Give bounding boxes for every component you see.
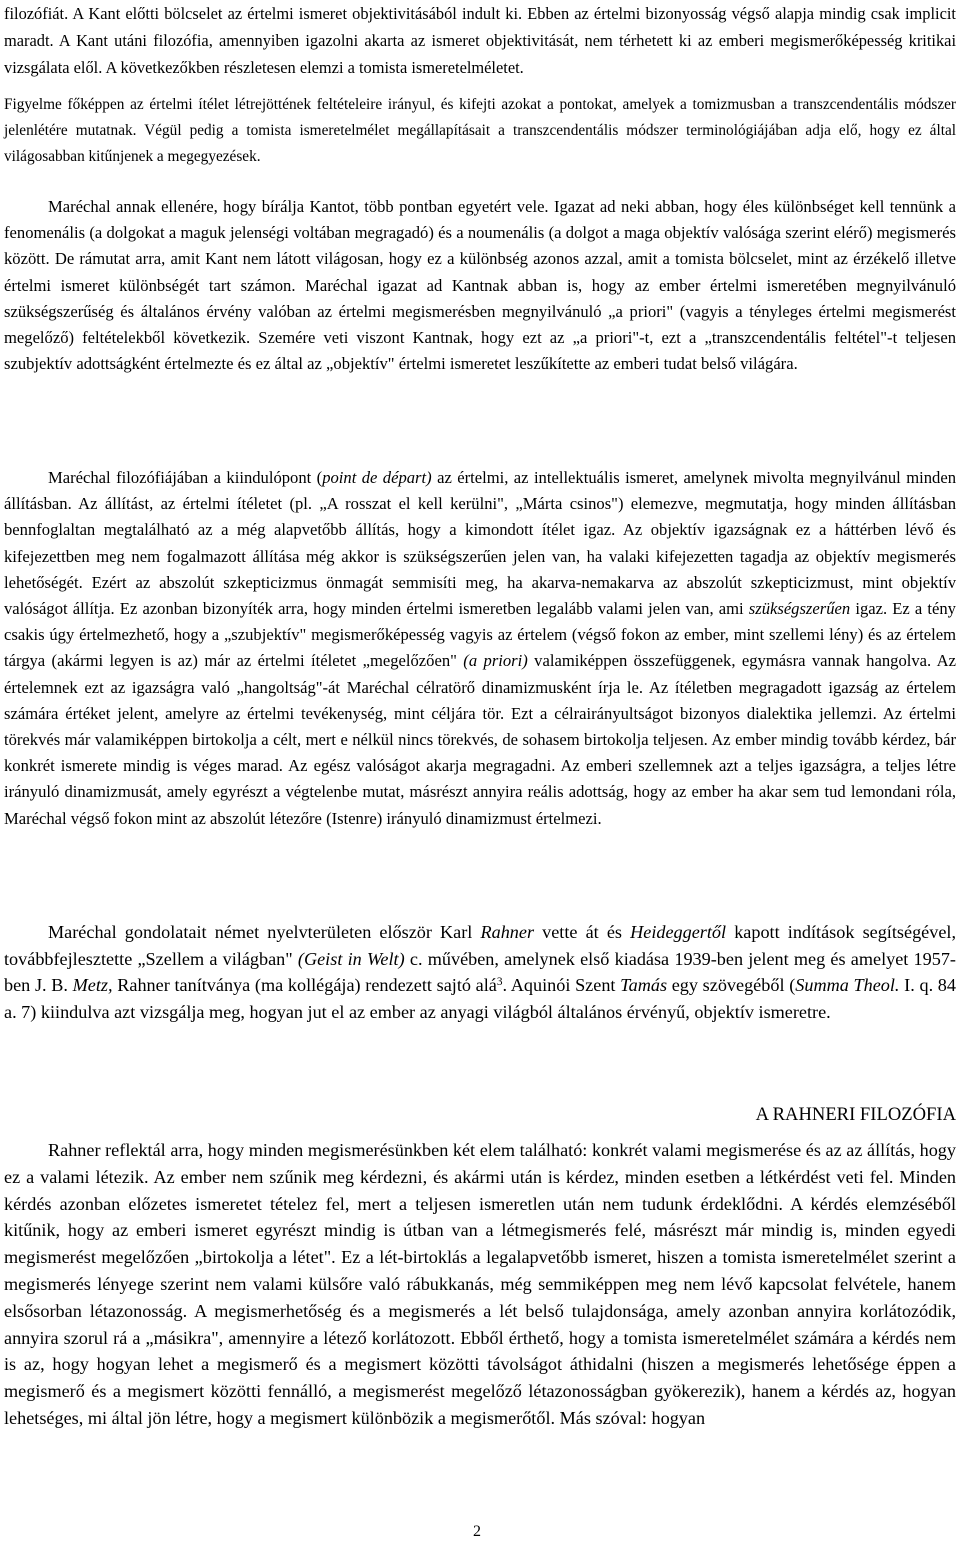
paragraph-kant-intro: filozófiát. A Kant előtti bölcselet az értelmi ismeret objektivitásából indult ki. Ebben az értelmi bizonyosság végső alapja mindig csak implicit maradt. A Kant utáni filozófia, amennyiben igazolni akarta az ismeret objektivitását, nem térhetett ki az emberi megismerőképesség kritikai vizsgálata elől. A következőkben részletesen elemzi a tomista ismeretelméletet. bbox=[4, 4, 956, 78]
paragraph-judgment-conditions: Figyelme főképpen az értelmi ítélet létrejöttének feltételeire irányul, és kifejti azokat a pontokat, amelyek a tomizmusban a transzcendentális módszer jelenlétére mutatnak. Végül pedig a tomista ismeretelmélet megállapításait a transzcendentális módszer terminológiájában adja elő, hogy ez által világosabban kitűnjenek a megegyezések. bbox=[4, 96, 956, 166]
paragraph-marechal-kant: Maréchal annak ellenére, hogy bírálja Kantot, több pontban egyetért vele. Igazat ad neki abban, hogy éles különbséget kell tennünk a fenomenális (a dolgokat a maguk jelenségi voltában megragadó) és a noumenális (a dolgot a maga objektív valósága szerint elérő) megismerés között. De rámutat arra, amit Kant nem látott világosan, hogy ez a különbség azonos azzal, amit a tomista bölcselet, mint az érzékelő illetve értelmi ismeret különbségét tart számon. Maréchal igazat ad Kantnak abban is, hogy az ember értelmi ismeretében megnyilvánuló szükségszerűség és általános érvény valóban az értelmi megismerésben megnyilvánuló „a priori" (vagyis a tényleges értelmi megismerést megelőző) feltételekből következik. Szemére veti viszont Kantnak, hogy ezt az „a priori"-t, ezt a „transzcendentális feltétel"-t teljesen szubjektív adottságként értelmezte és ez által az „objektív" értelmi ismeretet leszűkítette az emberi tudat belső világára. bbox=[4, 197, 956, 374]
section-heading: A RAHNERI FILOZÓFIA bbox=[755, 1104, 956, 1125]
paragraph-rahner-reflection: Rahner reflektál arra, hogy minden megismerésünkben két elem található: konkrét valami megismerése és az az állítás, hogy ez a valami létezik. Az ember nem szűnik meg kérdezni, és akármi után is kérdez, minden esetben a létkérdést veti fel. Minden kérdés azonban előzetes ismeretet tételez fel, mert a teljesen ismeretlen után nem tudunk érdeklődni. A kérdés elemzéséből kitűnik, hogy az emberi ismeret egyrészt mindig is útban van a létmegismerés felé, másrészt már mindig is, minden egyedi megismerést megelőzően „birtokolja a létet". Ez a lét-birtoklás a legalapvetőbb ismeret, hiszen a tomista ismeretelmélet szerint a megismerés lényege szerint nem valami külsőre való rábukkanás, még semmiképpen meg nem lévő kapcsolat felvétele, hanem elsősorban létazonosság. A megismerhetőség és a megismerés a lét belső tulajdonsága, amely azonban annyira korlátozódik, annyira szorul rá a „másikra", amennyire a létező korlátozott. Ebből érthető, hogy a tomista ismeretelmélet számára a kérdés nem is az, hogy hogyan lehet a megismerő és a megismert közötti távolságot áthidalni (hiszen a megismerés lehetősége éppen a megismerő és a megismert közötti fennálló, a megismerést megelőző létazonosságban gyökerezik), hanem a kérdés az, hogyan lehetséges, mi által jön létre, hogy a megismert különbözik a megismerőtől. Más szóval: hogyan bbox=[4, 1140, 956, 1428]
page-number: 2 bbox=[473, 1523, 481, 1540]
paragraph-rahner-reception: Maréchal gondolatait német nyelvterületen először Karl Rahner vette át és Heideggertől kapott indítások segítségével, továbbfejlesztette „Szellem a világban" (Geist in Welt) c. művében, amelynek első kiadása 1939-ben jelent meg és amelyet 1957-ben J. B. Metz, Rahner tanítványa (ma kollégája) rendezett sajtó alá$^3$. Aquinói Szent Tamás egy szövegéből (Summa Theol. I. q. 84 a. 7) kiindulva azt vizsgálja meg, hogyan jut el az ember az anyagi világból általános érvényű, objektív ismeretre. bbox=[4, 922, 956, 1023]
footnote-ref: 3 bbox=[496, 976, 503, 989]
paragraph-marechal-philosophy: Maréchal filozófiájában a kiindulópont (point de départ) az értelmi, az intellektuális ismeret, amelynek mivolta megnyilvánul minden állításban. Az állítást, az értelmi ítéletet (pl. „A rosszat el kell kerülni", „Márta csinos") elemezve, megmutatja, hogy minden állításban bennfoglaltan megtalálható az a még alapvetőbb állítás, hogy a kimondott ítélet igaz. Az objektív igazságnak ez a háttérben lévő és kifejezettben meg nem fogalmazott állítása még akkor is szükségszerűen jelen van, ha valaki kifejezetten tagadja az objektív megismerés lehetőségét. Ezért az abszolút szkepticizmus önmagát semmisíti meg, ha akarva-nemakarva az abszolút szkepticizmust, mint objektív valóságot állítja. Ez azonban bizonyíték arra, hogy minden értelmi ismeretben legalább valami jelen van, ami szükségszerűen igaz. Ez a tény csakis úgy értelmezhető, hogy a „szubjektív" megismerőképesség vagyis az értelem (végső fokon az ember, mint szellemi lény) és az értelem tárgya (akármi legyen is az) már az értelmi ítéletet „megelőzően" (a priori) valamiképpen összefüggenek, egymásra vannak hangolva. Az értelemnek ezt az igazságra való „hangoltság"-át Maréchal célratörő dinamizmusként írja le. Az ítéletben megragadott igazság az értelem számára értéket jelent, amelyre az értelmi tevékenység, mint céljára tör. Ezt a célrairányultságot bizonyos dialektika jellemzi. Az értelmi törekvés már valamiképpen birtokolja a célt, mert e nélkül nincs törekvés, de sohasem birtokolja teljesen. Az ember mindig tovább kérdez, bár konkrét ismerete mindig is véges marad. Az egész valóságot akarja megragadni. Az emberi szellemnek azt a teljes igazságra, a teljes létre irányuló dinamizmusát, amely egyrészt a végtelenbe mutat, másrészt annyira reális adottság, hogy az ember ha akar sem tud lemondani róla, Maréchal végső fokon mint az abszolút létezőre (Istenre) irányuló dinamizmust értelmezi. bbox=[4, 468, 956, 828]
